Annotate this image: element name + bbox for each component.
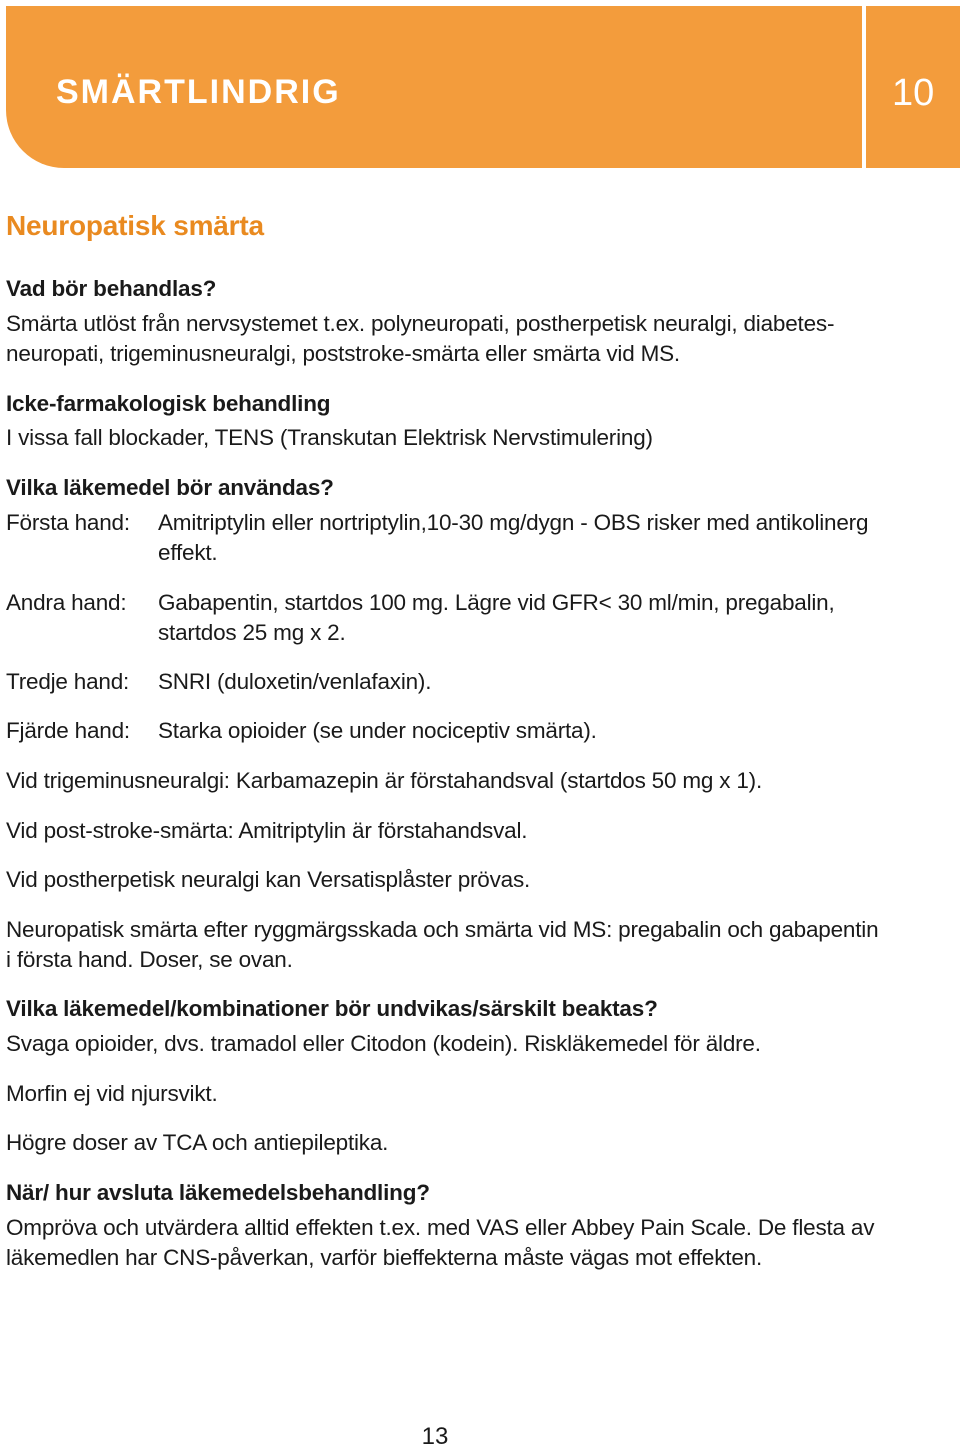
- paragraph-line: Morfin ej vid njursvikt.: [6, 1081, 218, 1106]
- paragraph-line: Högre doser av TCA och antiepileptika.: [6, 1130, 389, 1155]
- treatment-text: Starka opioider (se under nociceptiv smärta).: [158, 718, 597, 743]
- treatment-label: Andra hand:: [6, 590, 127, 615]
- treatment-label: Tredje hand:: [6, 669, 130, 694]
- heading-non-pharma: Icke-farmakologisk behandling: [6, 391, 331, 416]
- paragraph-line: Ompröva och utvärdera alltid effekten t.ex. med VAS eller Abbey Pain Scale. De flesta av: [6, 1215, 875, 1240]
- treatment-text: effekt.: [158, 540, 218, 565]
- question-avoid: Vilka läkemedel/kombinationer bör undvikas/särskilt beaktas?: [6, 996, 658, 1021]
- paragraph-line: Smärta utlöst från nervsystemet t.ex. polyneuropati, postherpetisk neuralgi, diabetes-: [6, 311, 835, 336]
- chapter-banner: [6, 6, 862, 168]
- paragraph-line: I vissa fall blockader, TENS (Transkutan Elektrisk Nervstimulering): [6, 425, 653, 450]
- question-stop: När/ hur avsluta läkemedelsbehandling?: [6, 1180, 430, 1205]
- note-stroke: Vid post-stroke-smärta: Amitriptylin är förstahandsval.: [6, 818, 528, 843]
- page-number: 13: [421, 1423, 449, 1450]
- treatment-label: Första hand:: [6, 510, 130, 535]
- treatment-text: startdos 25 mg x 2.: [158, 620, 346, 645]
- section-title: Neuropatisk smärta: [6, 210, 264, 241]
- treatment-label: Fjärde hand:: [6, 718, 130, 743]
- paragraph-line: Svaga opioider, dvs. tramadol eller Citodon (kodein). Riskläkemedel för äldre.: [6, 1031, 761, 1056]
- note-spinal: i första hand. Doser, se ovan.: [6, 947, 293, 972]
- note-spinal: Neuropatisk smärta efter ryggmärgsskada och smärta vid MS: pregabalin och gabapentin: [6, 917, 879, 942]
- paragraph-line: neuropati, trigeminusneuralgi, poststroke-smärta eller smärta vid MS.: [6, 341, 680, 366]
- chapter-title: SMÄRTLINDRIG: [56, 73, 341, 111]
- note-trigeminus: Vid trigeminusneuralgi: Karbamazepin är förstahandsval (startdos 50 mg x 1).: [6, 768, 763, 793]
- treatment-text: SNRI (duloxetin/venlafaxin).: [158, 669, 432, 694]
- chapter-number: 10: [892, 72, 935, 114]
- note-postherpetic: Vid postherpetisk neuralgi kan Versatisplåster prövas.: [6, 867, 531, 892]
- paragraph-line: läkemedlen har CNS-påverkan, varför bieffekterna måste vägas mot effekten.: [6, 1245, 763, 1270]
- chapter-tab: [866, 6, 960, 168]
- treatment-text: Gabapentin, startdos 100 mg. Lägre vid GFR< 30 ml/min, pregabalin,: [158, 590, 835, 615]
- question-drugs: Vilka läkemedel bör användas?: [6, 475, 334, 500]
- question-what-to-treat: Vad bör behandlas?: [6, 276, 217, 301]
- treatment-text: Amitriptylin eller nortriptylin,10-30 mg/dygn - OBS risker med antikolinerg: [158, 510, 869, 535]
